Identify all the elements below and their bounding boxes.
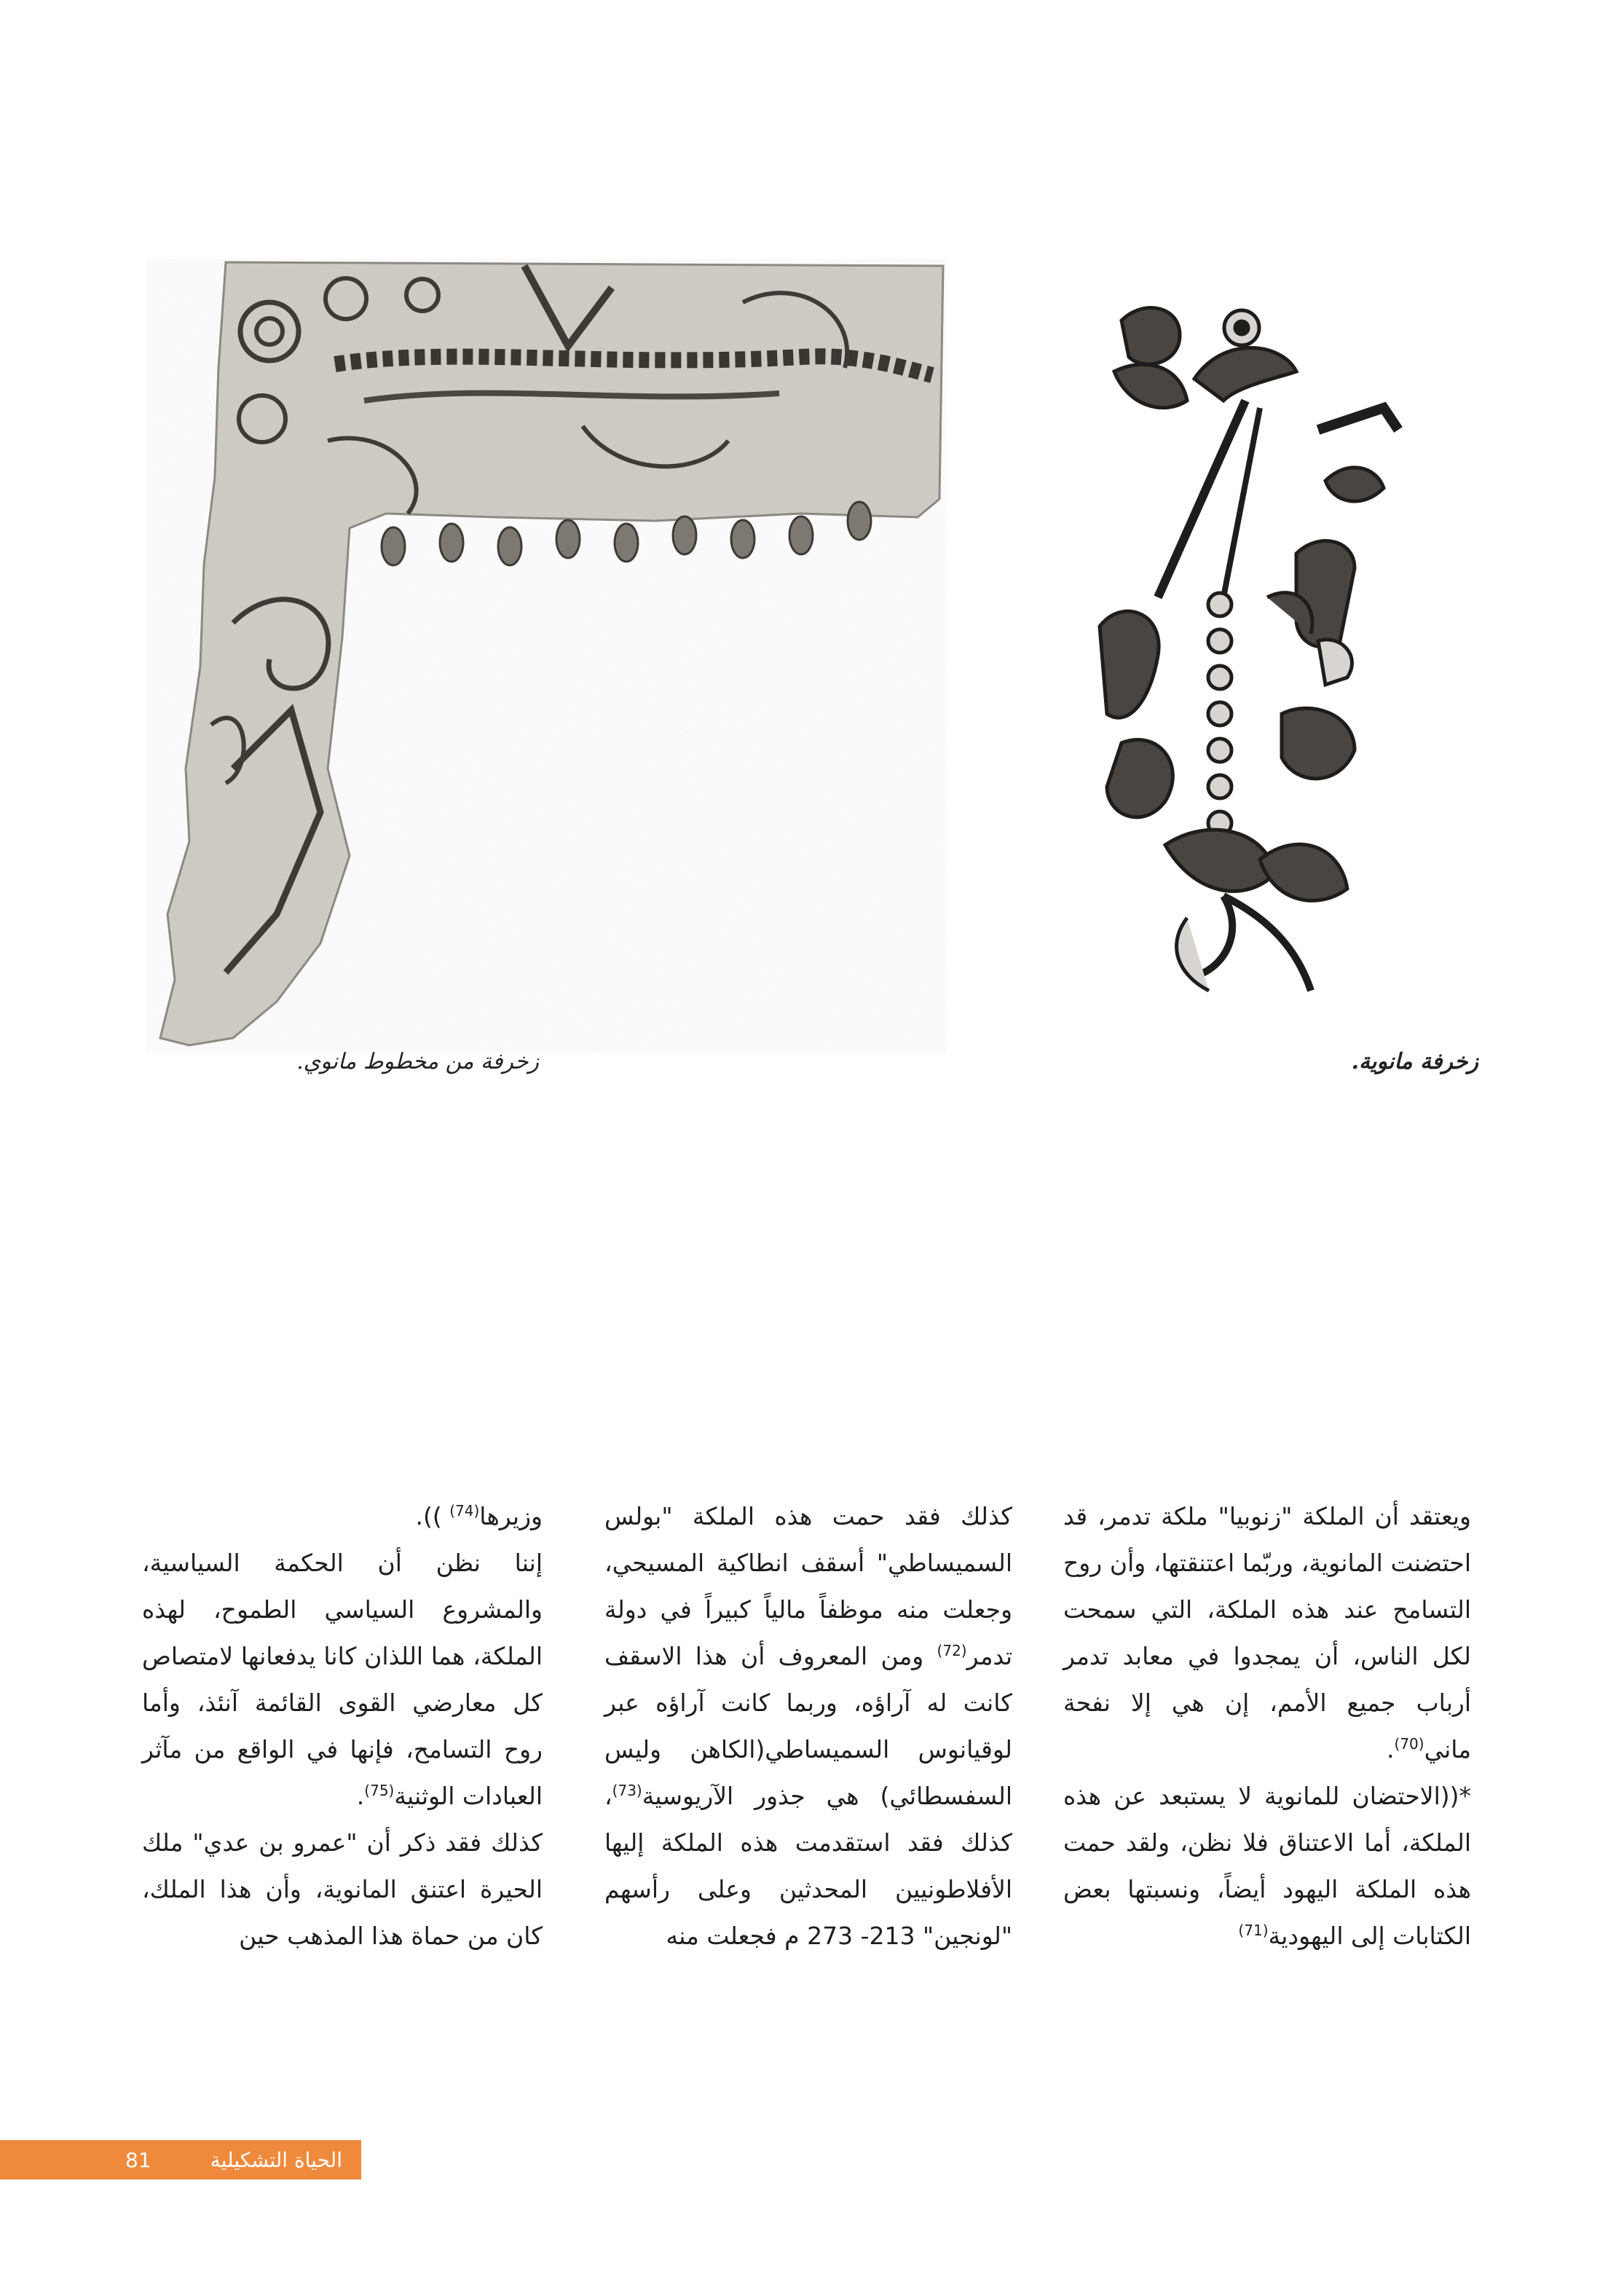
manichaean-ornament-image	[1078, 291, 1442, 1013]
paragraph	[142, 1540, 543, 1820]
text-column-left	[142, 1493, 543, 2003]
paragraph-text: .	[356, 1782, 365, 1810]
paragraph	[604, 1493, 1012, 1959]
paragraph: ويعتقد أن الملكة "زنوبيا" ملكة تدمر، قد احتضنت المانوية، وربّما اعتنقتها، وأن روح التسامح عند هذه الملكة، التي سمحت لكل الناس، أن يمجدوا في معابد تدمر أرباب جميع الأمم، إن هي إلا نفحة ماني$^{(70)}$.	[1063, 1502, 1471, 1764]
magazine-name: الحياة التشكيلية	[210, 2148, 342, 2172]
paragraph-text: كذلك فقد ذكر أن "عمرو بن عدي" ملك الحيرة اعتنق المانوية، وأن هذا الملك، كان من حماة هذا المذهب حين	[142, 1828, 543, 1950]
paragraph	[1063, 1773, 1471, 1959]
footnote-ref: (71)	[1238, 1922, 1269, 1939]
text-column-middle	[604, 1493, 1012, 2003]
paragraph-text: ويعتقد أن الملكة "زنوبيا" ملكة تدمر، قد احتضنت المانوية، وربّما اعتنقتها، وأن روح التسامح عند هذه الملكة، التي سمحت لكل الناس، أن يمجدوا في معابد تدمر أرباب جميع الأمم، إن هي إلا نفحة ماني	[1063, 1502, 1471, 1764]
paragraph-text: ومن المعروف أن هذا الاسقف كانت له آراؤه، وربما كانت آراؤه عبر لوقيانوس السميساطي(الكاهن وليس السفسطائي) هي جذور الآريوسية	[604, 1642, 1012, 1810]
footnote-ref: (73)	[612, 1782, 642, 1799]
paragraph	[142, 1493, 543, 1540]
paragraph-text: كذلك فقد حمت هذه الملكة "بولس السميساطي" أسقف انطاكية المسيحي، وجعلت منه موظفاً مالياً كبيراً في دولة تدمر	[604, 1502, 1012, 1670]
paragraph-text: )).	[415, 1502, 450, 1530]
footnote-ref: (74)	[449, 1502, 480, 1519]
paragraph-text: *((الاحتضان للمانوية لا يستبعد عن هذه الملكة، أما الاعتناق فلا نظن، ولقد حمت هذه الملكة اليهود أيضاً، ونسبتها بعض الكتابات إلى اليهودية	[1063, 1782, 1471, 1950]
page-number: 81	[125, 2148, 151, 2172]
manuscript-caption: زخرفة من مخطوط مانوي.	[296, 1049, 539, 1074]
paragraph-text: ، كذلك فقد استقدمت هذه الملكة إليها الأفلاطونيين المحدثين وعلى رأسهم "لونجين" 213- 273 م فجعلت منه	[604, 1782, 1012, 1950]
footnote-ref: (75)	[364, 1782, 395, 1799]
paragraph	[142, 1820, 543, 1959]
paragraph-text: إننا نظن أن الحكمة السياسية، والمشروع السياسي الطموح، لهذه الملكة، هما اللذان كانا يدفعانها لامتصاص كل معارضي القوى القائمة آنئذ، وأما روح التسامح، فإنها في الواقع من مآثر العبادات الوثنية	[142, 1549, 543, 1810]
manichaean-caption: زخرفة مانوية.	[1351, 1049, 1478, 1074]
footnote-ref: (72)	[937, 1642, 967, 1659]
footnote-ref: (70)	[1394, 1735, 1424, 1753]
text-column-right	[1063, 1493, 1471, 2003]
manuscript-ornament-image	[146, 259, 947, 1053]
paragraph-text: وزيرها	[479, 1502, 543, 1530]
